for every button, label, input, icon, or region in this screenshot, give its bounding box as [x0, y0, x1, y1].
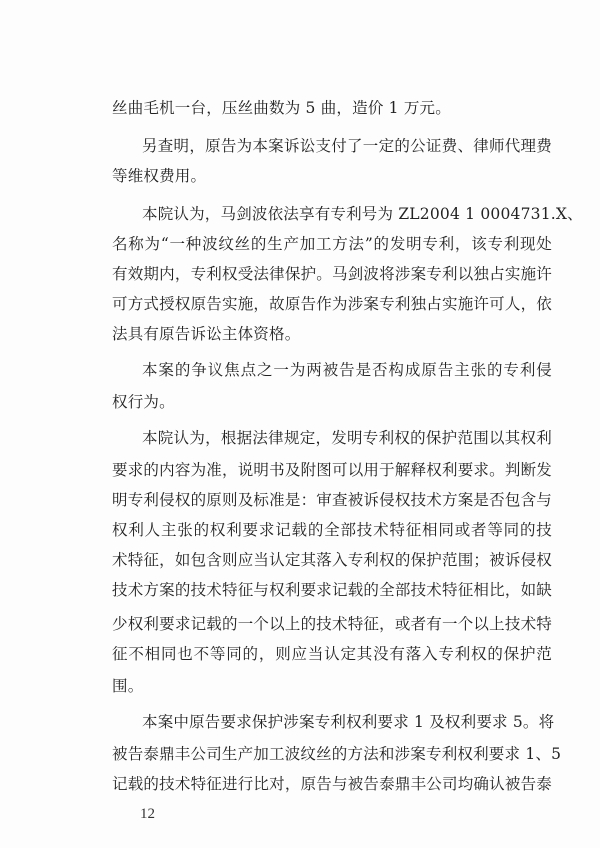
text-line: 技术方案的技术特征与权利要求记载的全部技术特征相比，如缺 [112, 581, 552, 599]
text-line: 本院认为，根据法律规定，发明专利权的保护范围以其权利 [142, 429, 552, 447]
text-line: 明专利侵权的原则及标准是：审查被诉侵权技术方案是否包含与 [112, 491, 552, 509]
text-line: 记载的技术特征进行比对，原告与被告泰鼎丰公司均确认被告泰 [112, 775, 552, 793]
text-line: 要求的内容为准，说明书及附图可以用于解释权利要求。判断发 [112, 461, 552, 479]
text-line: 权行为。 [112, 393, 175, 411]
text-line: 本案的争议焦点之一为两被告是否构成原告主张的专利侵 [142, 361, 552, 379]
text-line: 等维权费用。 [112, 167, 207, 185]
text-line: 丝曲毛机一台，压丝曲数为 5 曲，造价 1 万元。 [112, 99, 451, 117]
text-line: 术特征，如包含则应当认定其落入专利权的保护范围；被诉侵权 [112, 551, 552, 569]
text-line: 另查明，原告为本案诉讼支付了一定的公证费、律师代理费 [142, 137, 552, 155]
text-line: 法具有原告诉讼主体资格。 [112, 325, 301, 343]
text-line: 可方式授权原告实施，故原告作为涉案专利独占实施许可人，依 [112, 295, 552, 313]
text-line: 权利人主张的权利要求记载的全部技术特征相同或者等同的技 [112, 521, 552, 539]
text-line: 名称为“一种波纹丝的生产加工方法”的发明专利，该专利现处 [112, 235, 552, 253]
text-line: 本院认为，马剑波依法享有专利号为 ZL2004 1 0004731.X、 [142, 205, 583, 223]
text-line: 本案中原告要求保护涉案专利权利要求 1 及权利要求 5。将 [142, 713, 555, 731]
page-number: 12 [140, 806, 155, 822]
text-line: 被告泰鼎丰公司生产加工波纹丝的方法和涉案专利权利要求 1、5 [112, 745, 562, 763]
text-line: 有效期内，专利权受法律保护。马剑波将涉案专利以独占实施许 [112, 265, 552, 283]
text-line: 征不相同也不等同的，则应当认定其没有落入专利权的保护范 [112, 645, 552, 663]
text-line: 围。 [112, 677, 144, 695]
text-line: 少权利要求记载的一个以上的技术特征，或者有一个以上技术特 [112, 615, 552, 633]
